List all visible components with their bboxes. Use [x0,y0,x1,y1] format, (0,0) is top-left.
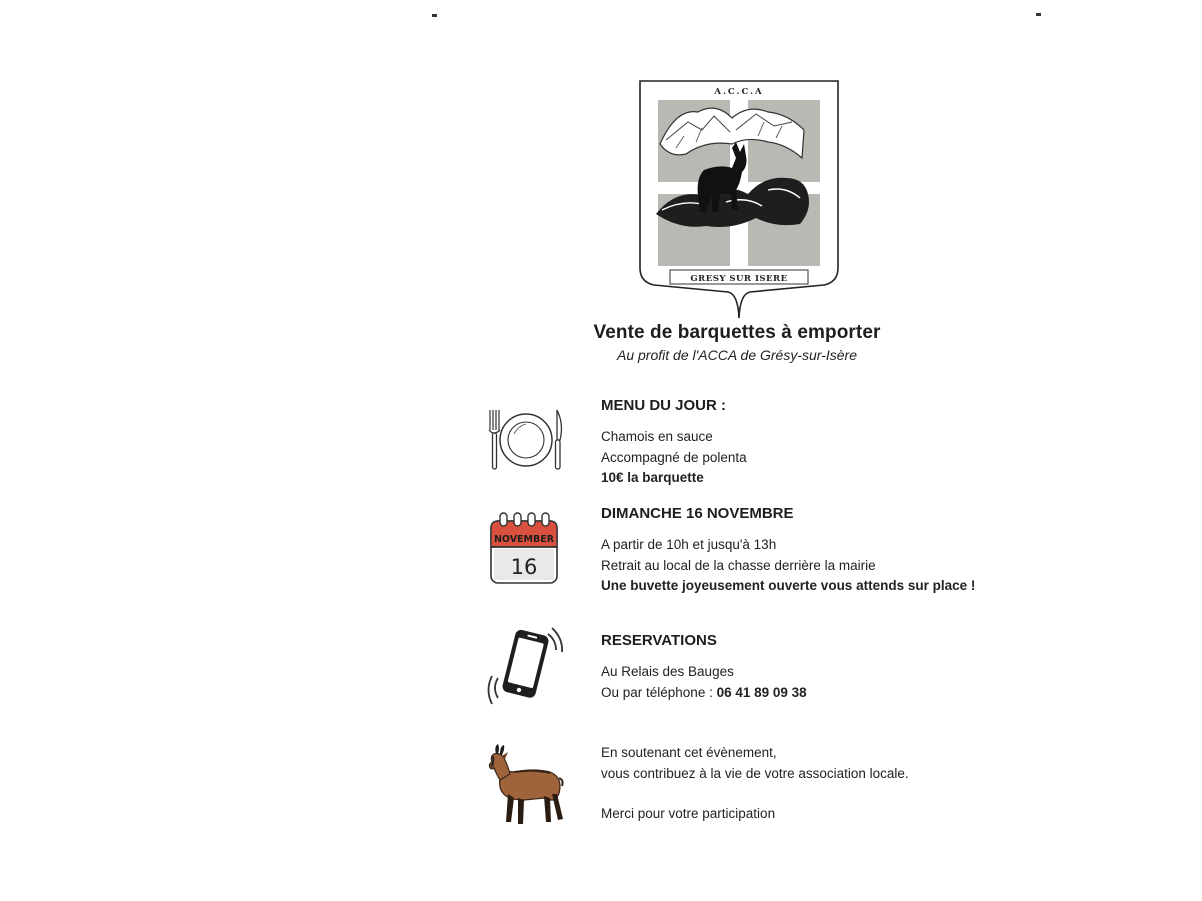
page-title: Vente de barquettes à emporter [593,322,881,343]
date-section [601,505,1021,597]
acca-crest-logo [636,78,842,320]
reservations-heading: RESERVATIONS [601,632,717,649]
closing-section [601,743,1021,825]
menu-price: 10€ la barquette [601,470,704,485]
scan-corner-mark-right [1036,13,1041,16]
reservations-section [601,632,1021,703]
reservations-phone-number: 06 41 89 09 38 [716,684,807,700]
closing-line-support: En soutenant cet évènement, [601,745,777,760]
reservations-phone-line [601,683,1021,704]
date-buvette-note: Une buvette joyeusement ouverte vous attends sur place ! [601,578,976,593]
menu-line-dish: Chamois en sauce [601,429,713,444]
calendar-month-label: NOVEMBER [493,534,555,545]
calendar-day-number: 16 [510,555,538,579]
crest-bottom-text: GRESY SUR ISERE [690,274,788,284]
closing-line-contribution: vous contribuez à la vie de votre association locale. [601,765,909,781]
scan-corner-mark-left [432,14,437,17]
crest-top-text: A.C.C.A [714,87,764,97]
date-pickup-location: Retrait au local de la chasse derrière la mairie [601,557,876,573]
plate-cutlery-icon [484,406,566,472]
menu-heading: MENU DU JOUR : [601,397,727,414]
reservations-location: Au Relais des Bauges [601,664,734,679]
date-heading: DIMANCHE 16 NOVEMBRE [601,505,794,522]
menu-section [601,397,1021,489]
page-subtitle: Au profit de l'ACCA de Grésy-sur-Isère [617,347,857,363]
chamois-icon [484,742,566,828]
closing-thanks: Merci pour votre participation [601,806,776,821]
menu-line-side: Accompagné de polenta [601,449,747,465]
calendar-icon [488,511,562,587]
date-hours: A partir de 10h et jusqu'à 13h [601,537,777,552]
closing-spacer [601,784,1021,804]
reservations-phone-prefix: Ou par téléphone : [601,684,717,700]
phone-ringing-icon [486,626,566,706]
